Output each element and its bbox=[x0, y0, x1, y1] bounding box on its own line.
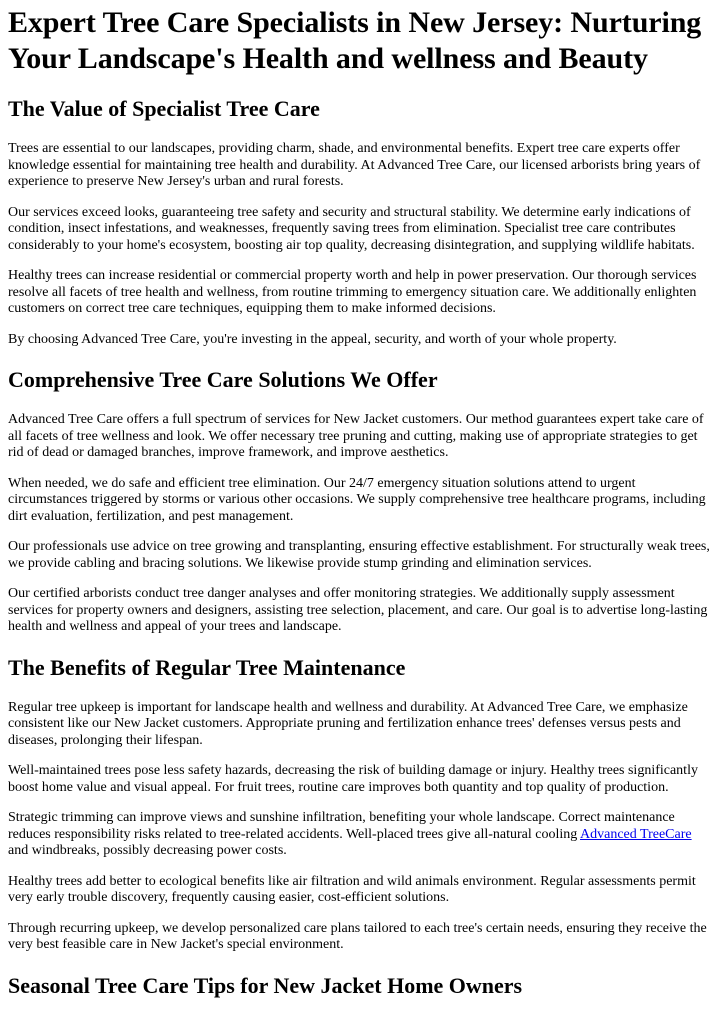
section-benefits-maintenance bbox=[8, 655, 712, 954]
section-comprehensive-solutions bbox=[8, 367, 712, 636]
paragraph-with-link bbox=[8, 810, 712, 860]
paragraph: Through recurring upkeep, we develop personalized care plans tailored to each tree's certain needs, ensuring they receive the very best feasible care in New Jacket's special environment. bbox=[8, 920, 707, 952]
section-heading: Comprehensive Tree Care Solutions We Offer bbox=[8, 367, 438, 392]
paragraph: Well-maintained trees pose less safety hazards, decreasing the risk of building damage or injury. Healthy trees significantly boost home value and visual appeal. For fruit trees, routine care improves both quantity and top quality of production. bbox=[8, 763, 698, 795]
section-seasonal-tips bbox=[8, 973, 712, 999]
article bbox=[0, 5, 720, 999]
paragraph: Our services exceed looks, guaranteeing tree safety and security and structural stability. We determine early indications of condition, insect infestations, and weaknesses, frequently saving trees from elimination. Specialist tree care contributes considerably to your home's ecosystem, boosting air top quality, decreasing disintegration, and supplying wildlife habitats. bbox=[8, 204, 695, 253]
advanced-treecare-link[interactable]: Advanced TreeCare bbox=[580, 826, 692, 842]
section-heading: The Value of Specialist Tree Care bbox=[8, 96, 320, 121]
section-value-of-tree-care bbox=[8, 96, 712, 348]
paragraph: Trees are essential to our landscapes, providing charm, shade, and environmental benefits. Expert tree care experts offer knowledge essential for maintaining tree health and durability. At Advanced Tree Care, our licensed arborists bring years of experience to preserve New Jersey's urban and rural forests. bbox=[8, 141, 701, 189]
section-heading: Seasonal Tree Care Tips for New Jacket Home Owners bbox=[8, 972, 523, 998]
paragraph: Regular tree upkeep is important for landscape health and wellness and durability. At Advanced Tree Care, we emphasize consistent like our New Jacket customers. Appropriate pruning and fertilization enhance trees' defenses versus pests and diseases, prolonging their lifespan. bbox=[8, 699, 688, 748]
paragraph-text-after: and windbreaks, possibly decreasing power costs. bbox=[8, 843, 287, 858]
paragraph: Our professionals use advice on tree growing and transplanting, ensuring effective establishment. For structurally weak trees, we provide cabling and bracing solutions. We likewise provide stump grinding and elimination services. bbox=[8, 539, 710, 571]
paragraph: By choosing Advanced Tree Care, you're investing in the appeal, security, and worth of your whole property. bbox=[8, 331, 617, 347]
section-heading: The Benefits of Regular Tree Maintenance bbox=[8, 654, 406, 680]
paragraph: Healthy trees can increase residential or commercial property worth and help in power preservation. Our thorough services resolve all facets of tree health and wellness, from routine trimming to emergency situation care. We additionally enlighten customers on correct tree care techniques, equipping them to make informed decisions. bbox=[8, 268, 697, 316]
paragraph: Advanced Tree Care offers a full spectrum of services for New Jacket customers. Our method guarantees expert take care of all facets of tree wellness and look. We offer necessary tree pruning and cutting, making use of appropriate strategies to get rid of dead or damaged branches, improve framework, and improve aesthetics. bbox=[8, 412, 704, 460]
paragraph: Our certified arborists conduct tree danger analyses and offer monitoring strategies. We additionally supply assessment services for property owners and designers, assisting tree selection, placement, and care. Our goal is to advertise long-lasting health and wellness and appeal of your trees and landscape. bbox=[8, 586, 708, 634]
page-title: Expert Tree Care Specialists in New Jersey: Nurturing Your Landscape's Health and wellness and Beauty bbox=[8, 6, 702, 75]
paragraph: When needed, we do safe and efficient tree elimination. Our 24/7 emergency situation solutions attend to urgent circumstances triggered by storms or various other occasions. We supply comprehensive tree healthcare programs, including dirt evaluation, fertilization, and pest management. bbox=[8, 475, 706, 524]
paragraph-text-before: Strategic trimming can improve views and sunshine infiltration, benefiting your whole landscape. Correct maintenance reduces responsibility risks related to tree-related accidents. Well-placed trees give all-natural cooling bbox=[8, 810, 675, 842]
paragraph: Healthy trees add better to ecological benefits like air filtration and wild animals environment. Regular assessments permit very early trouble discovery, frequently causing easier, cost-efficient solutions. bbox=[8, 873, 696, 905]
